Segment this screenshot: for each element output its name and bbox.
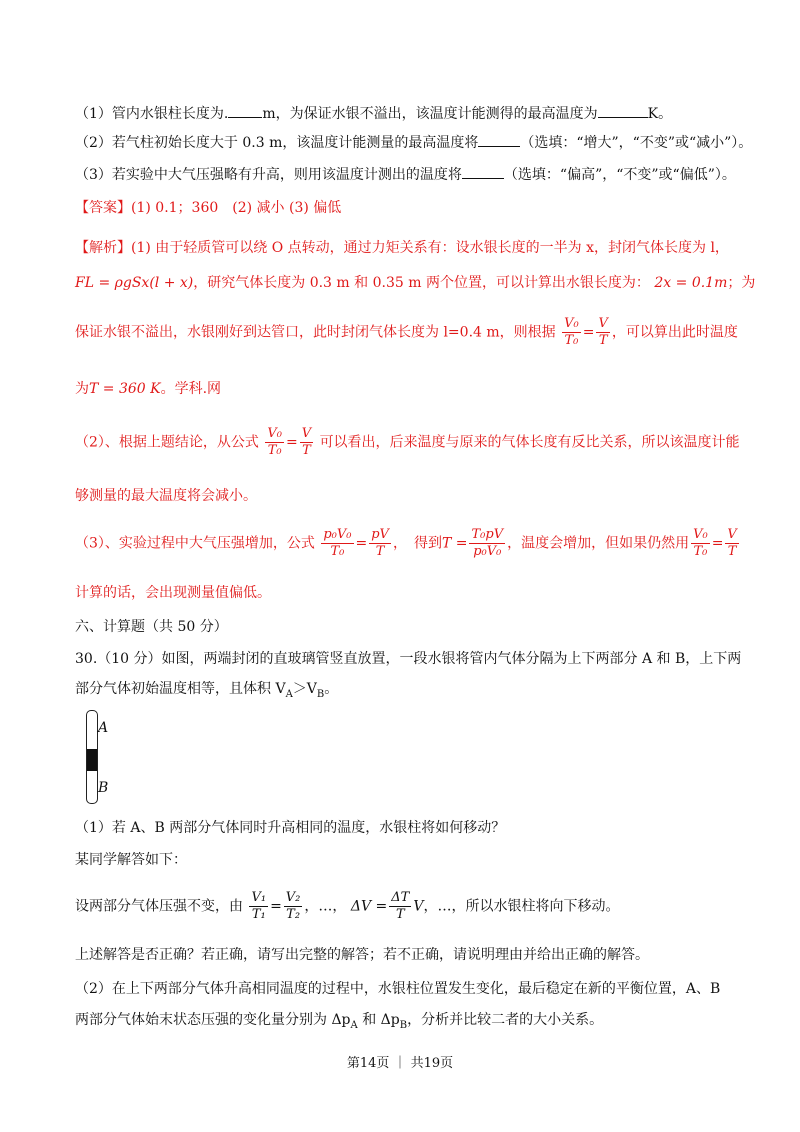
fraction-v1-t1: $\frac{\text{V₁}}{\text{T₁}}$ bbox=[251, 890, 267, 922]
q30-part-1: （1）若 A、B 两部分气体同时升高相同的温度，水银柱将如何移动？ bbox=[75, 820, 506, 836]
question-1: （1）管内水银柱长度为. m，为保证水银不溢出，该温度计能测得的最高温度为 K。 bbox=[75, 103, 672, 125]
q30-part-2-line-2: 两部分气体始末状态压强的变化量分别为 $\Delta p_A$ 和 $\Delta p_B$，分析并比较二者的大小关系。 bbox=[75, 1012, 604, 1031]
fraction-v2-t2: $\frac{\text{V₂}}{\text{T₂}}$ bbox=[285, 890, 301, 922]
fraction-pv-t: $\frac{pV}{T}$ bbox=[371, 527, 389, 559]
fraction-dt-t: $\frac{\Delta T}{T}$ bbox=[391, 890, 410, 922]
answer-line: 【答案】(1) 0.1；360 (2) 减小 (3) 偏低 bbox=[75, 200, 342, 216]
fraction-v0-t0: $\frac{\text{V₀}}{\text{T₀}}$ bbox=[564, 316, 579, 348]
glass-tube-figure bbox=[86, 710, 98, 804]
analysis-3-line-2: 计算的话，会出现测量值偏低。 bbox=[75, 585, 271, 601]
fraction-v0-t0-2: $\frac{\text{V₀}}{\text{T₀}}$ bbox=[267, 426, 282, 458]
question-2: （2）若气柱初始长度大于 0.3 m，该温度计能测量的最高温度将 （选填：“增大”，“不变”或“减小”）。 bbox=[75, 132, 752, 154]
fraction-v-t: $\frac{V}{T}$ bbox=[598, 316, 608, 348]
q30-part-2-line-1: （2）在上下两部分气体升高相同温度的过程中，水银柱位置发生变化，最后稳定在新的平衡位置，A、B bbox=[75, 981, 721, 997]
fraction-v0-t0-3: $\frac{\text{V₀}}{\text{T₀}}$ bbox=[693, 527, 708, 559]
q30-line-2: 部分气体初始温度相等，且体积 $V_A>V_B$。 bbox=[75, 681, 339, 700]
section-title: 六、计算题（共 50 分） bbox=[75, 619, 228, 635]
fraction-v-t-2: $\frac{V}{T}$ bbox=[301, 426, 312, 458]
mercury-column bbox=[87, 749, 97, 771]
analysis-2-line-1: （2）、根据上题结论，从公式 $\frac{\text{V₀}}{\text{T₀}}$ = $\frac{V}{T}$ 可以看出，后来温度与原来的气体长度有反比关系，所以该温度计能 bbox=[75, 426, 740, 458]
analysis-3-line-1: （3）、实验过程中大气压强增加，公式 $\frac{\text{p₀V₀}}{\text{T₀}}$ = $\frac{pV}{T}$ ， 得到T = $\frac{\text{T₀pV}}{\text{p₀V₀}}$ ，温度会增加，但如果仍然用 $\frac{\text{V₀}}{\text{T₀}}$ = $\frac{V}{T}$ bbox=[75, 527, 737, 559]
fraction-v-t-3: $\frac{V}{T}$ bbox=[727, 527, 737, 559]
analysis-line-4: 为T = 360 K。学科.网 bbox=[75, 381, 222, 397]
page-footer: 第14页 ｜ 共19页 bbox=[346, 1056, 454, 1071]
student-derivation: 设两部分气体压强不变，由 $\frac{\text{V₁}}{\text{T₁}}$ = $\frac{\text{V₂}}{\text{T₂}}$ ，…， ΔV = $\frac{\Delta T}{T}$ V，…，所以水银柱将向下移动。 bbox=[75, 890, 620, 922]
student-answer-intro: 某同学解答如下： bbox=[75, 852, 187, 868]
label-b: B bbox=[98, 780, 109, 796]
analysis-2-line-2: 够测量的最大温度将会减小。 bbox=[75, 488, 257, 504]
analysis-line-3: 保证水银不溢出，水银刚好到达管口，此时封闭气体长度为 l=0.4 m，则根据 $\frac{\text{V₀}}{\text{T₀}}$ = $\frac{V}{T}$ ，可以算出此时温度 bbox=[75, 316, 738, 348]
fraction-t0pv-p0v0: $\frac{\text{T₀pV}}{\text{p₀V₀}}$ bbox=[471, 527, 504, 559]
analysis-line-2: FL = ρgSx(l + x)，研究气体长度为 0.3 m 和 0.35 m 两个位置，可以计算出水银长度为： 2x = 0.1m；为 bbox=[75, 275, 756, 291]
judge-line: 上述解答是否正确？若正确，请写出完整的解答；若不正确，请说明理由并给出正确的解答。 bbox=[75, 947, 649, 963]
fraction-p0v0-t0: $\frac{\text{p₀V₀}}{\text{T₀}}$ bbox=[323, 527, 352, 559]
label-a: A bbox=[98, 720, 109, 736]
q30-line-1: 30.（10 分）如图，两端封闭的直玻璃管竖直放置，一段水银将管内气体分隔为上下两部分 A 和 B，上下两 bbox=[75, 651, 742, 667]
analysis-line-1: 【解析】(1) 由于轻质管可以绕 O 点转动，通过力矩关系有：设水银长度的一半为 x，封闭气体长度为 l， bbox=[75, 240, 729, 256]
question-3: （3）若实验中大气压强略有升高，则用该温度计测出的温度将 （选填：“偏高”，“不变”或“偏低”）。 bbox=[75, 164, 736, 186]
